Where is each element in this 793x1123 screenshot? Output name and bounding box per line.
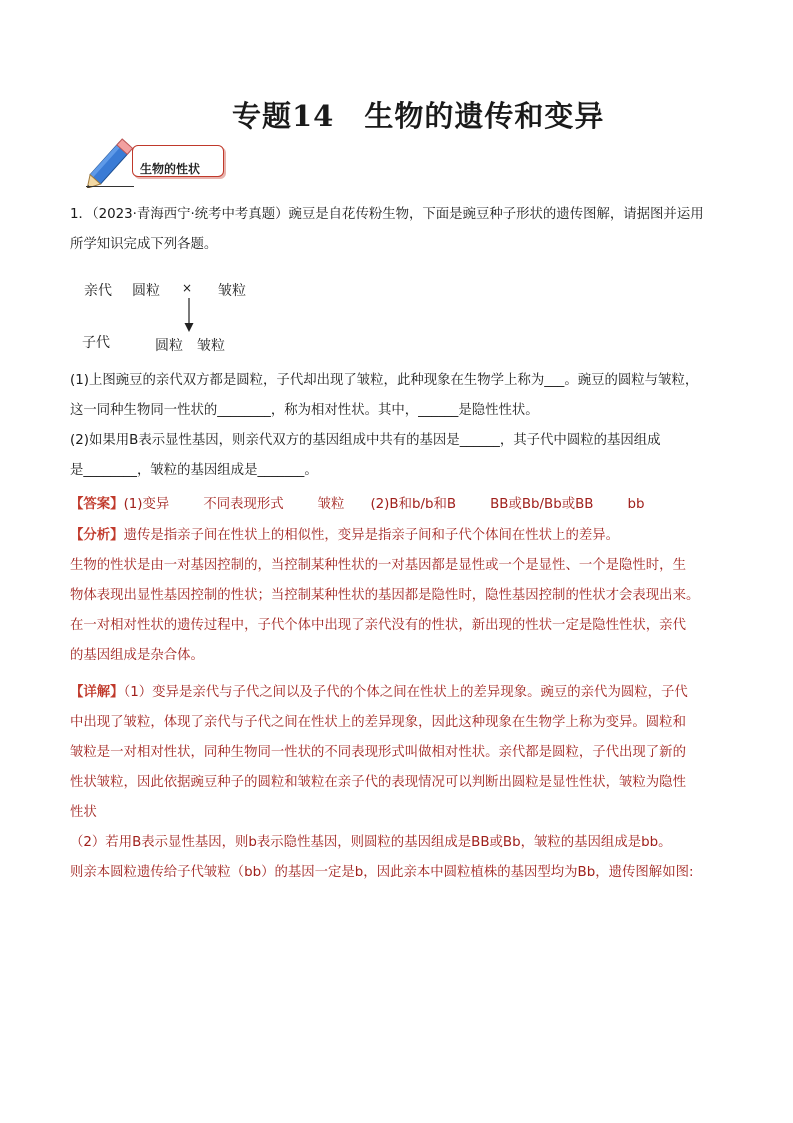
analysis-line-5: 的基因组成是杂合体。	[70, 648, 204, 663]
diagram-child-wrinkled: 皱粒	[197, 338, 225, 354]
q1-line-1: (1)上图豌豆的亲代双方都是圆粒，子代却出现了皱粒，此种现象在生物学上称为___。豌豆的圆粒与皱粒，	[70, 373, 699, 388]
question-line-1: 1．（2023·青海西宁·统考中考真题）豌豆是自花传粉生物，下面是豌豆种子形状的遗传图解，请据图并运用	[70, 207, 704, 222]
answer-3: 皱粒	[317, 497, 345, 512]
diagram-parent-wrinkled: 皱粒	[218, 283, 246, 299]
section-tag-label: 生物的性状	[140, 162, 201, 176]
detail-line-5: 性状	[70, 805, 97, 820]
diagram-child-label: 子代	[82, 335, 110, 351]
diagram-parent-label: 亲代	[84, 283, 112, 299]
analysis-line-1: 遗传是指亲子间在性状上的相似性，变异是指亲子间和子代个体间在性状上的差异。	[123, 528, 620, 543]
detail-line-4: 性状皱粒，因此依据豌豆种子的圆粒和皱粒在亲子代的表现情况可以判断出圆粒是显性性状，皱粒为隐性	[70, 775, 686, 790]
answer-4: (2)B和b/b和B	[370, 497, 457, 512]
analysis-line-2: 生物的性状是由一对基因控制的，当控制某种性状的一对基因都是显性或一个是显性、一个是隐性时，生	[70, 558, 686, 573]
detail-line-1: （1）变异是亲代与子代之间以及子代的个体之间在性状上的差异现象。豌豆的亲代为圆粒，子代	[123, 685, 688, 700]
analysis-line-4: 在一对相对性状的遗传过程中，子代个体中出现了亲代没有的性状，新出现的性状一定是隐性性状，亲代	[70, 618, 686, 633]
analysis-label: 【分析】	[70, 528, 124, 543]
q1-line-2: 这一同种生物同一性状的________，称为相对性状。其中，______是隐性性状。	[70, 403, 539, 418]
question-stem	[70, 200, 725, 260]
diagram-child-round: 圆粒	[155, 338, 183, 354]
q2-line-1: (2)如果用B表示显性基因，则亲代双方的基因组成中共有的基因是______，其子代中圆粒的基因组成	[70, 433, 661, 448]
down-arrow-icon	[182, 298, 196, 334]
detail-block	[70, 678, 725, 888]
detail-line-2: 中出现了皱粒，体现了亲代与子代之间在性状上的差异现象，因此这种现象在生物学上称为变异。圆粒和	[70, 715, 686, 730]
detail-label: 【详解】	[70, 685, 124, 700]
diagram-cross-sign: ×	[182, 281, 193, 295]
question-line-2: 所学知识完成下列各题。	[70, 237, 218, 252]
analysis-line-3: 物体表现出显性基因控制的性状；当控制某种性状的基因都是隐性时，隐性基因控制的性状才会表现出来。	[70, 588, 700, 603]
detail-line-3: 皱粒是一对相对性状，同种生物同一性状的不同表现形式叫做相对性状。亲代都是圆粒，子代出现了新的	[70, 745, 686, 760]
answer-2: 不同表现形式	[203, 497, 284, 512]
answer-line	[70, 490, 725, 520]
section-tag-underline	[86, 186, 134, 187]
q2-line-2: 是________，皱粒的基因组成是_______。	[70, 463, 318, 478]
sub-questions	[70, 366, 725, 486]
pencil-icon	[80, 138, 140, 188]
answer-5: BB或Bb/Bb或BB	[490, 497, 594, 512]
answer-6: bb	[627, 497, 645, 512]
diagram-parent-round: 圆粒	[132, 283, 160, 299]
section-tag	[80, 138, 230, 188]
detail-line-7: 则亲本圆粒遗传给子代皱粒（bb）的基因一定是b，因此亲本中圆粒植株的基因型均为Bb，遗传图解如图:	[70, 865, 694, 880]
analysis-block	[70, 521, 725, 671]
detail-line-6: （2）若用B表示显性基因，则b表示隐性基因，则圆粒的基因组成是BB或Bb，皱粒的基因组成是bb。	[70, 835, 672, 850]
answer-label: 【答案】	[70, 497, 124, 512]
answer-1: (1)变异	[123, 497, 170, 512]
page-title: 专题14 生物的遗传和变异	[232, 99, 605, 133]
